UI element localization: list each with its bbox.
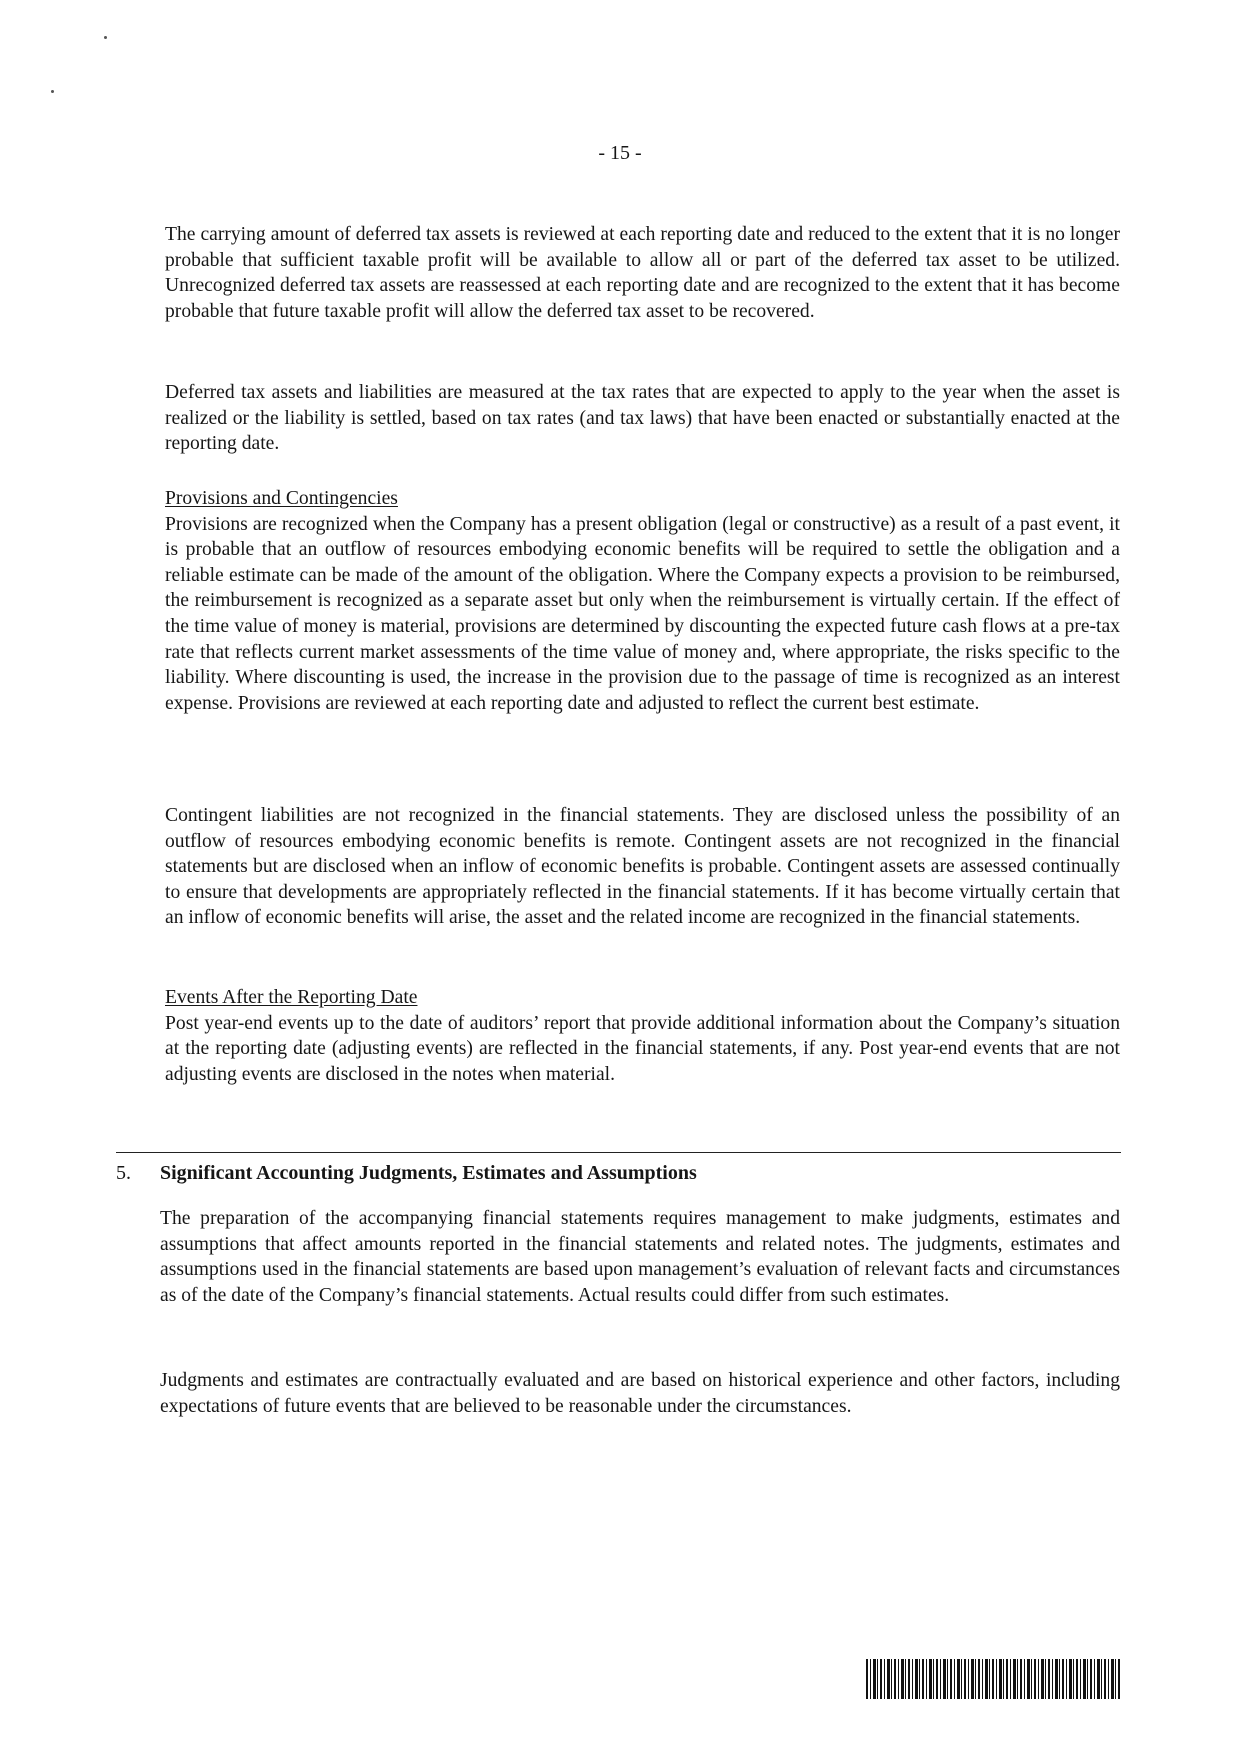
provisions-heading: Provisions and Contingencies (165, 488, 398, 509)
section-5-paragraph-1: The preparation of the accompanying financial statements requires management to make judgments, estimates and assumptions that affect amounts reported in the financial statements and related notes. The judgments, estimates and assumptions used in the financial statements are based upon management’s evaluation of relevant facts and circumstances as of the date of the Company’s financial statements. Actual results could differ from such estimates. (160, 1208, 1120, 1306)
deferred-tax-rates-paragraph: Deferred tax assets and liabilities are measured at the tax rates that are expected to apply to the year when the asset is realized or the liability is settled, based on tax rates (and tax laws) that have been enacted or substantially enacted at the reporting date. (165, 382, 1120, 455)
provisions-section (165, 486, 1120, 716)
section-heading: Significant Accounting Judgments, Estimates and Assumptions (160, 1162, 697, 1184)
barcode (866, 1659, 1122, 1699)
events-section (165, 985, 1120, 1087)
section-number: 5. (116, 1162, 131, 1184)
section-5-title (116, 1160, 1121, 1186)
events-heading: Events After the Reporting Date (165, 987, 418, 1008)
section-divider (116, 1152, 1121, 1153)
page-number: - 15 - (598, 142, 642, 164)
deferred-tax-assets-paragraph: The carrying amount of deferred tax assets is reviewed at each reporting date and reduced to the extent that it is no longer probable that sufficient taxable profit will be available to allow all or part of the deferred tax asset to be utilized. Unrecognized deferred tax assets are reassessed at each reporting date and are recognized to the extent that it has become probable that future taxable profit will allow the deferred tax asset to be recovered. (165, 224, 1120, 322)
scan-speck (51, 90, 54, 93)
events-paragraph: Post year-end events up to the date of auditors’ report that provide additional information about the Company’s situation at the reporting date (adjusting events) are reflected in the financial statements, if any. Post year-end events that are not adjusting events are disclosed in the notes when material. (165, 1012, 1120, 1085)
provisions-paragraph: Provisions are recognized when the Company has a present obligation (legal or constructive) as a result of a past event, it is probable that an outflow of resources embodying economic benefits will be required to settle the obligation and a reliable estimate can be made of the amount of the obligation. Where the Company expects a provision to be reimbursed, the reimbursement is recognized as a separate asset but only when the reimbursement is virtually certain. If the effect of the time value of money is material, provisions are determined by discounting the expected future cash flows at a pre-tax rate that reflects current market assessments of the time value of money and, where appropriate, the risks specific to the liability. Where discounting is used, the increase in the provision due to the passage of time is recognized as an interest expense. Provisions are reviewed at each reporting date and adjusted to reflect the current best estimate. (165, 513, 1120, 714)
section-5-paragraph-2: Judgments and estimates are contractually evaluated and are based on historical experience and other factors, including expectations of future events that are believed to be reasonable under the circumstances. (160, 1370, 1120, 1417)
scan-speck (104, 36, 107, 39)
contingencies-paragraph: Contingent liabilities are not recognized in the financial statements. They are disclosed unless the possibility of an outflow of resources embodying economic benefits is remote. Contingent assets are not recognized in the financial statements but are disclosed when an inflow of economic benefits is probable. Contingent assets are assessed continually to ensure that developments are appropriately reflected in the financial statements. If it has become virtually certain that an inflow of economic benefits will arise, the asset and the related income are recognized in the financial statements. (165, 805, 1120, 929)
